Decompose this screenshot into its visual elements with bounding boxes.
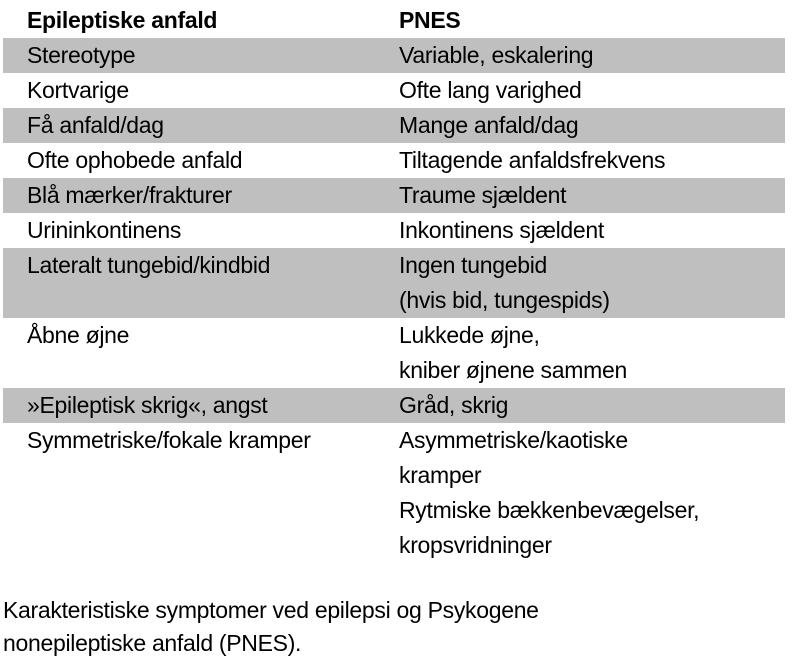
cell-text: Åbne øjne [27, 322, 130, 348]
cell-text: Blå mærker/frakturer [27, 182, 232, 208]
pnes-cell [372, 388, 785, 423]
table-row [3, 423, 785, 563]
table-row [3, 108, 785, 143]
cell-text: Ofte lang varighed [399, 77, 582, 103]
table-row [3, 388, 785, 423]
pnes-cell [372, 318, 785, 388]
cell-text: Rytmiske bækkenbevægelser, [399, 497, 700, 523]
pnes-cell [372, 38, 785, 73]
epileptic-cell [3, 108, 372, 143]
cell-text: Stereotype [27, 42, 136, 68]
table-row [3, 38, 785, 73]
table-row [3, 73, 785, 108]
table-body [3, 38, 785, 563]
symptom-comparison-table [3, 0, 785, 563]
epileptic-cell [3, 248, 372, 318]
cell-text: »Epileptisk skrig«, angst [27, 392, 268, 418]
cell-text: Få anfald/dag [27, 112, 164, 138]
table-header-row [3, 0, 785, 38]
epileptic-cell [3, 178, 372, 213]
cell-text: Gråd, skrig [399, 392, 509, 418]
cell-text: Symmetriske/fokale kramper [27, 427, 311, 453]
pnes-cell [372, 178, 785, 213]
pnes-cell [372, 248, 785, 318]
table-row [3, 143, 785, 178]
cell-text: kramper [399, 462, 482, 488]
cell-text: Traume sjældent [399, 182, 567, 208]
pnes-cell [372, 73, 785, 108]
table-row [3, 213, 785, 248]
cell-text: kropsvridninger [399, 532, 552, 558]
cell-text: Variable, eskalering [399, 42, 594, 68]
cell-text: Ofte ophobede anfald [27, 147, 243, 173]
pnes-cell [372, 213, 785, 248]
cell-text: kniber øjnene sammen [399, 357, 627, 383]
caption-line: nonepileptiske anfald (PNES). [3, 630, 302, 656]
pnes-cell [372, 143, 785, 178]
cell-text: Tiltagende anfaldsfrekvens [399, 147, 666, 173]
pnes-cell [372, 423, 785, 563]
cell-text: Asymmetriske/kaotiske [399, 427, 628, 453]
caption-line: Karakteristiske symptomer ved epilepsi og Psykogene [3, 597, 539, 623]
epileptic-cell [3, 73, 372, 108]
epileptic-cell [3, 318, 372, 388]
epileptic-cell [3, 423, 372, 563]
header-pnes: PNES [399, 7, 461, 33]
cell-text: Kortvarige [27, 77, 129, 103]
cell-text: Mange anfald/dag [399, 112, 579, 138]
table-caption [3, 594, 539, 660]
cell-text: Ingen tungebid [399, 252, 547, 278]
table-row [3, 178, 785, 213]
epileptic-cell [3, 38, 372, 73]
epileptic-cell [3, 213, 372, 248]
cell-text: Inkontinens sjældent [399, 217, 604, 243]
table-row [3, 248, 785, 318]
table-row [3, 318, 785, 388]
cell-text: (hvis bid, tungespids) [399, 287, 610, 313]
epileptic-cell [3, 388, 372, 423]
cell-text: Lateralt tungebid/kindbid [27, 252, 271, 278]
header-epileptic-seizures: Epileptiske anfald [27, 7, 218, 33]
cell-text: Urininkontinens [27, 217, 182, 243]
cell-text: Lukkede øjne, [399, 322, 540, 348]
epileptic-cell [3, 143, 372, 178]
pnes-cell [372, 108, 785, 143]
